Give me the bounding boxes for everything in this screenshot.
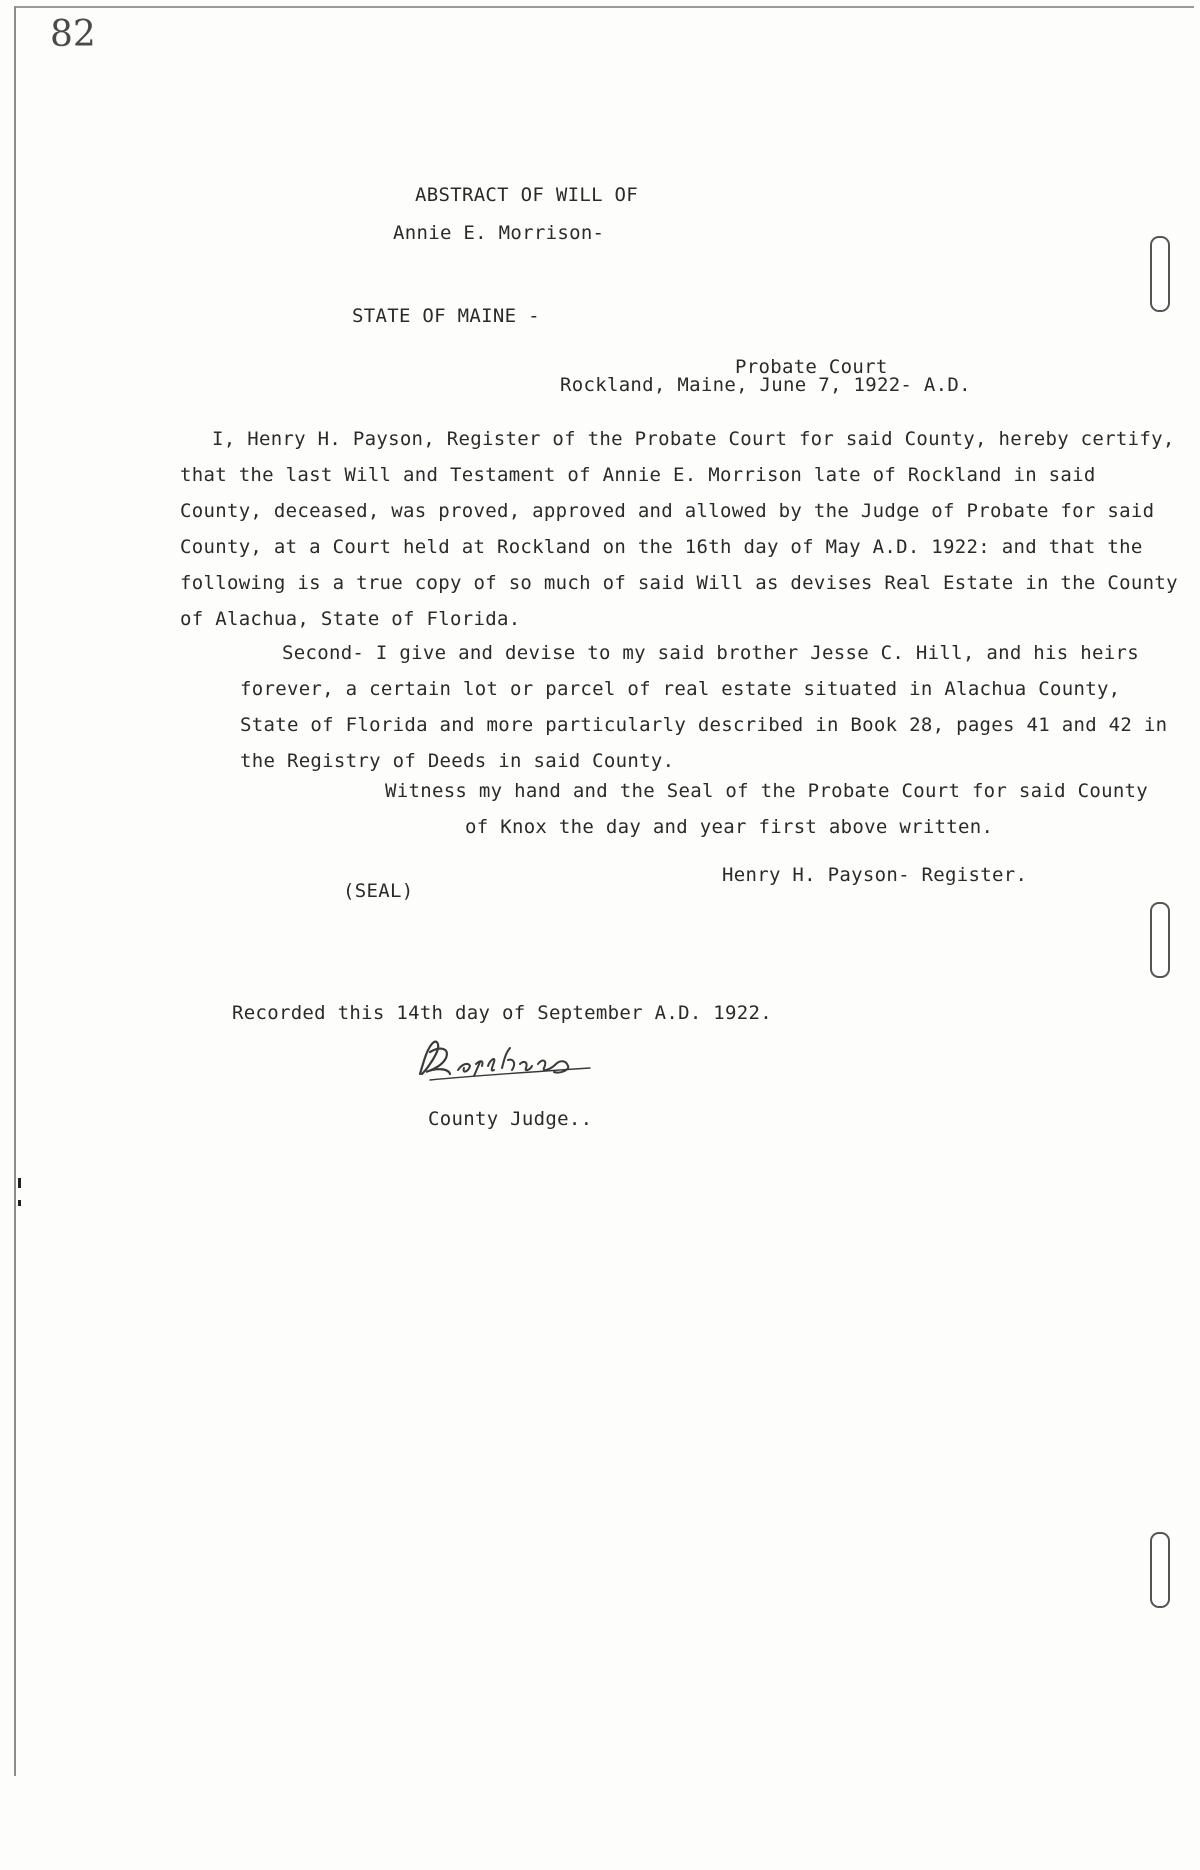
page-top-edge bbox=[14, 6, 1194, 8]
body-line: following is a true copy of so much of said Will as devises Real Estate in the County bbox=[180, 572, 1178, 594]
register-signature-line: Henry H. Payson- Register. bbox=[722, 864, 1028, 886]
bequest-line: forever, a certain lot or parcel of real estate situated in Alachua County, bbox=[240, 678, 1121, 700]
witness-line: Witness my hand and the Seal of the Probate Court for said County bbox=[385, 780, 1149, 802]
body-line: of Alachua, State of Florida. bbox=[180, 608, 521, 630]
bequest-line: the Registry of Deeds in said County. bbox=[240, 750, 675, 772]
state-heading: STATE OF MAINE - bbox=[352, 305, 540, 327]
binder-hole-middle bbox=[1150, 902, 1170, 978]
body-line: County, deceased, was proved, approved and allowed by the Judge of Probate for said bbox=[180, 500, 1155, 522]
margin-mark bbox=[18, 1178, 21, 1188]
court-name: Probate Court bbox=[735, 356, 888, 378]
page-number: 82 bbox=[50, 14, 96, 55]
body-line: that the last Will and Testament of Annie E. Morrison late of Rockland in said bbox=[180, 464, 1096, 486]
court-place-date: Rockland, Maine, June 7, 1922- A.D. bbox=[560, 374, 971, 396]
abstract-title: ABSTRACT OF WILL OF bbox=[415, 184, 639, 206]
binder-hole-top bbox=[1150, 236, 1170, 312]
body-line: I, Henry H. Payson, Register of the Probate Court for said County, hereby certify, bbox=[212, 428, 1175, 450]
county-judge-title: County Judge.. bbox=[428, 1108, 593, 1130]
margin-mark bbox=[18, 1200, 21, 1206]
handwritten-signature-icon bbox=[410, 1030, 610, 1090]
body-line: County, at a Court held at Rockland on the 16th day of May A.D. 1922: and that the bbox=[180, 536, 1143, 558]
decedent-name: Annie E. Morrison- bbox=[393, 222, 605, 244]
page-left-edge bbox=[14, 6, 16, 1776]
county-judge-signature bbox=[410, 1030, 610, 1095]
bequest-line: State of Florida and more particularly described in Book 28, pages 41 and 42 in bbox=[240, 714, 1168, 736]
binder-hole-bottom bbox=[1150, 1532, 1170, 1608]
bequest-line: Second- I give and devise to my said brother Jesse C. Hill, and his heirs bbox=[282, 642, 1139, 664]
witness-line: of Knox the day and year first above written. bbox=[465, 816, 994, 838]
recorded-date: Recorded this 14th day of September A.D. 1922. bbox=[232, 1002, 772, 1024]
seal-label: (SEAL) bbox=[343, 880, 414, 902]
